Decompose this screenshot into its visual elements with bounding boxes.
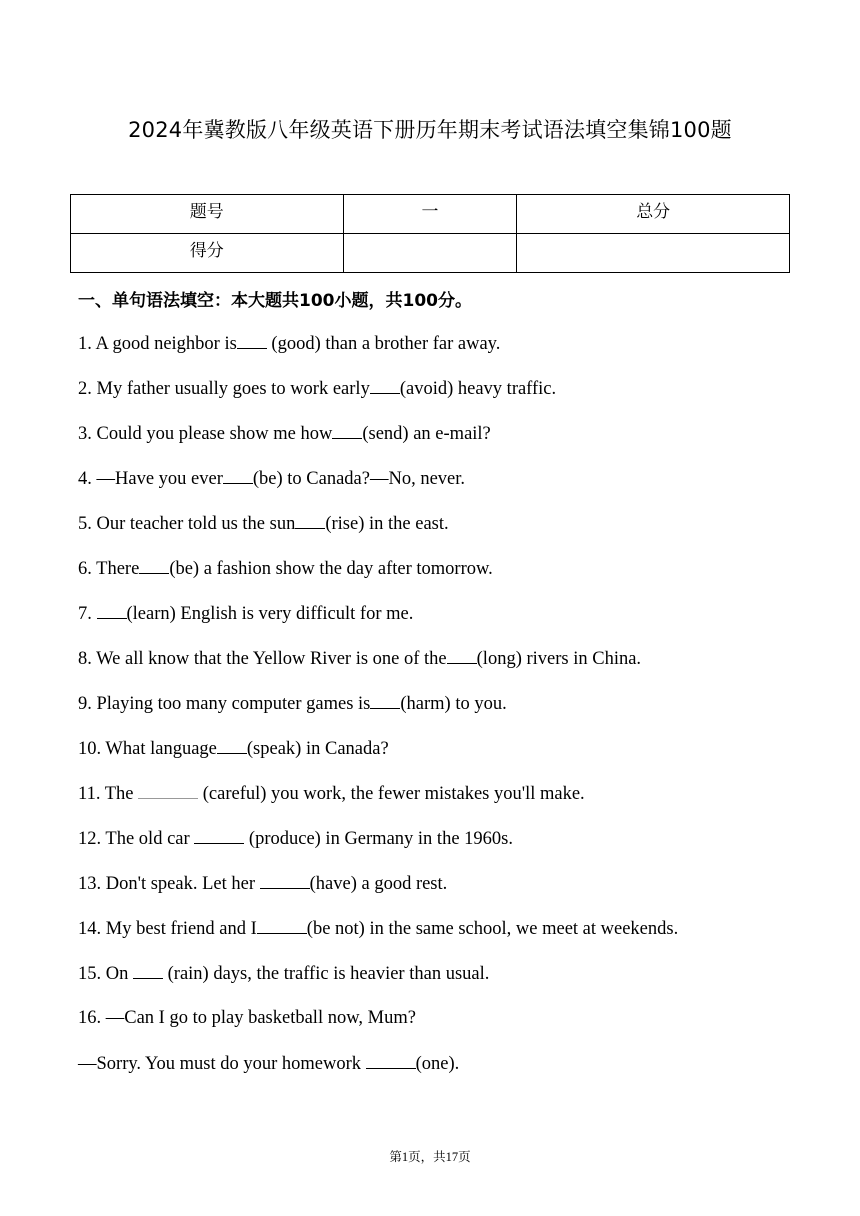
question-text: —Sorry. You must do your homework (78, 1054, 366, 1074)
question-item (78, 645, 818, 690)
question-hint-text: (send) an e-mail? (362, 424, 491, 444)
question-item (78, 465, 818, 510)
answer-blank[interactable] (257, 915, 307, 934)
question-hint-text: (rain) days, the traffic is heavier than usual. (163, 964, 490, 984)
question-text: 6. There (78, 559, 140, 579)
question-text: 8. We all know that the Yellow River is one of the (78, 649, 447, 669)
answer-blank[interactable] (194, 825, 244, 844)
question-hint-text: (be) a fashion show the day after tomorrow. (169, 559, 493, 579)
score-cell-total[interactable] (517, 234, 790, 273)
answer-blank[interactable] (133, 960, 163, 979)
question-list (78, 330, 818, 1095)
question-text: 3. Could you please show me how (78, 424, 333, 444)
header-question-number: 题号 (71, 195, 344, 234)
question-item (78, 915, 818, 960)
score-table-header-row (71, 195, 790, 234)
question-text: 7. (78, 604, 97, 624)
question-hint-text: (one). (415, 1054, 460, 1074)
question-hint-text: (have) a good rest. (309, 874, 448, 894)
question-item (78, 420, 818, 465)
question-text: 12. The old car (78, 829, 195, 849)
question-text: 13. Don't speak. Let her (78, 874, 260, 894)
question-item (78, 375, 818, 420)
question-hint-text: (careful) you work, the fewer mistakes you'll make. (198, 784, 585, 804)
question-item (78, 510, 818, 555)
answer-blank[interactable] (97, 600, 127, 619)
answer-blank[interactable] (366, 1050, 416, 1069)
question-text: 15. On (78, 964, 133, 984)
question-hint-text: (long) rivers in China. (476, 649, 642, 669)
question-hint-text: (harm) to you. (400, 694, 507, 714)
score-table-score-row (71, 234, 790, 273)
answer-blank[interactable] (370, 375, 400, 394)
answer-blank[interactable] (223, 465, 253, 484)
question-item (78, 1050, 818, 1095)
section-heading: 一、单句语法填空：本大题共100小题，共100分。 (78, 291, 472, 311)
question-text: 2. My father usually goes to work early (78, 379, 370, 399)
question-item (78, 1005, 818, 1050)
question-text: 4. —Have you ever (78, 469, 223, 489)
question-item (78, 825, 818, 870)
answer-blank[interactable] (370, 690, 400, 709)
question-hint-text: (be not) in the same school, we meet at weekends. (306, 919, 679, 939)
question-text: 9. Playing too many computer games is (78, 694, 371, 714)
answer-blank[interactable] (332, 420, 362, 439)
question-hint-text: (be) to Canada?—No, never. (252, 469, 466, 489)
answer-blank[interactable] (217, 735, 247, 754)
answer-blank[interactable] (139, 555, 169, 574)
question-hint-text: (produce) in Germany in the 1960s. (244, 829, 513, 849)
question-hint-text: (speak) in Canada? (246, 739, 389, 759)
question-item (78, 690, 818, 735)
answer-blank[interactable] (447, 645, 477, 664)
question-text: 16. —Can I go to play basketball now, Mum? (78, 1008, 416, 1028)
question-hint-text: (learn) English is very difficult for me. (126, 604, 414, 624)
question-hint-text: (avoid) heavy traffic. (399, 379, 557, 399)
header-section-one: 一 (343, 195, 517, 234)
question-item (78, 870, 818, 915)
header-total-score: 总分 (517, 195, 790, 234)
question-text: 1. A good neighbor is (78, 334, 237, 354)
answer-blank[interactable] (237, 330, 267, 349)
question-item (78, 960, 818, 1005)
page-footer: 第1页，共17页 (389, 1150, 471, 1164)
question-text: 14. My best friend and I (78, 919, 257, 939)
question-item (78, 600, 818, 645)
question-text: 11. The (78, 784, 139, 804)
question-item (78, 780, 818, 825)
question-text: 5. Our teacher told us the sun (78, 514, 296, 534)
answer-blank[interactable] (295, 510, 325, 529)
question-item (78, 735, 818, 780)
document-title: 2024年冀教版八年级英语下册历年期末考试语法填空集锦100题 (128, 118, 732, 142)
question-text: 10. What language (78, 739, 217, 759)
question-item (78, 330, 818, 375)
question-hint-text: (rise) in the east. (325, 514, 449, 534)
question-item (78, 555, 818, 600)
score-cell-section-one[interactable] (343, 234, 517, 273)
score-table (70, 194, 790, 273)
row-label-score: 得分 (71, 234, 344, 273)
question-hint-text: (good) than a brother far away. (266, 334, 501, 354)
answer-blank[interactable] (138, 780, 198, 799)
answer-blank[interactable] (260, 870, 310, 889)
